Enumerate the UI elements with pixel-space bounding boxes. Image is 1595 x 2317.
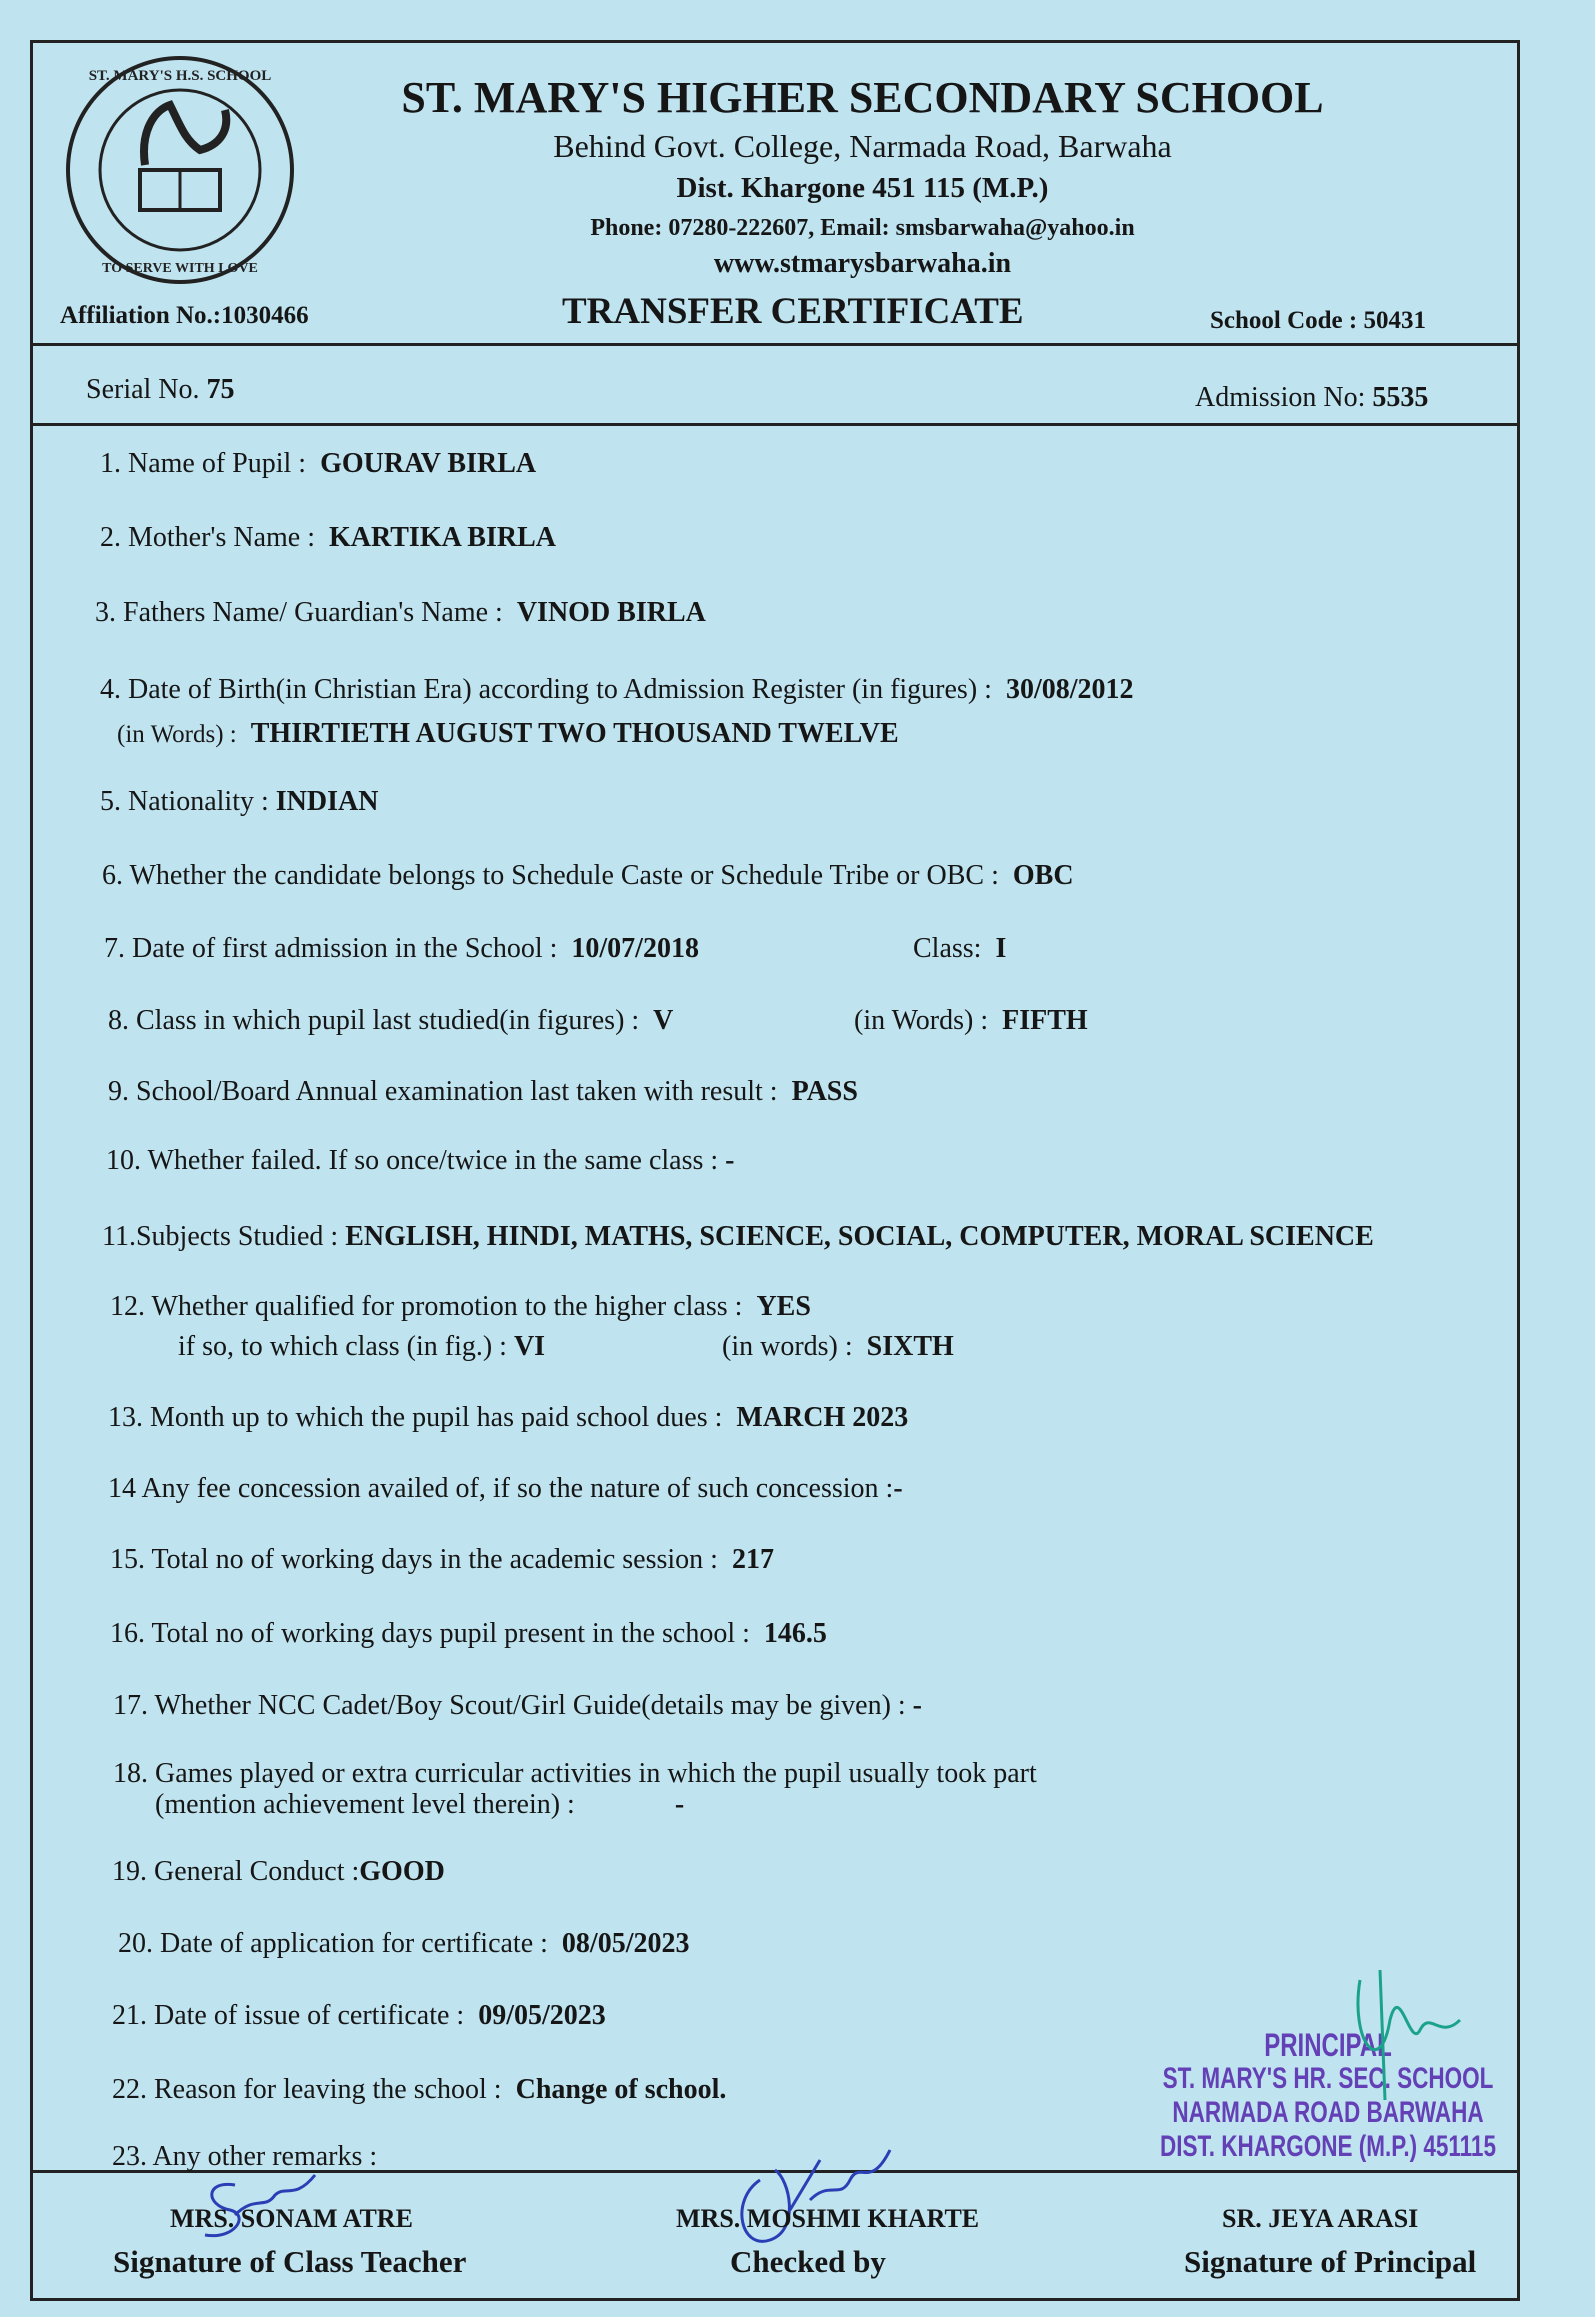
i11-value: ENGLISH, HINDI, MATHS, SCIENCE, SOCIAL, COMPUTER, MORAL SCIENCE <box>345 1221 1374 1252</box>
i4-label: 4. Date of Birth(in Christian Era) according to Admission Register (in figures) : <box>100 674 992 705</box>
i3-label: 3. Fathers Name/ Guardian's Name : <box>95 597 503 628</box>
item-last-class <box>108 1005 673 1037</box>
item-failed <box>106 1145 735 1177</box>
i4-words-label: (in Words) : <box>117 721 237 748</box>
item-name-of-pupil <box>100 448 536 480</box>
i18-label2: (mention achievement level therein) : <box>155 1789 575 1820</box>
i18-value: - <box>674 1789 685 1820</box>
i8-words-label: (in Words) : <box>854 1005 989 1036</box>
i7-class-value: I <box>995 933 1007 964</box>
meta-divider <box>30 423 1517 426</box>
principal-role: Signature of Principal <box>1184 2244 1477 2279</box>
i10-label: 10. Whether failed. If so once/twice in the same class : <box>106 1145 719 1176</box>
contact-info: Phone: 07280-222607, Email: smsbarwaha@yahoo.in <box>590 215 1135 241</box>
item-promotion-class-words <box>722 1331 954 1363</box>
i15-value: 217 <box>731 1544 774 1575</box>
i4-words-value: THIRTIETH AUGUST TWO THOUSAND TWELVE <box>250 718 899 749</box>
i15-label: 15. Total no of working days in the academic session : <box>110 1544 718 1575</box>
affiliation-number: Affiliation No.:1030466 <box>60 302 309 329</box>
item-issue-date <box>112 2000 606 2032</box>
item-subjects <box>102 1221 1374 1253</box>
i10-value: - <box>725 1145 735 1176</box>
item-ncc <box>113 1690 922 1722</box>
principal-name: SR. JEYA ARASI <box>1222 2204 1419 2233</box>
i22-value: Change of school. <box>515 2074 727 2105</box>
item-exam-result <box>108 1076 858 1108</box>
principal-signature <box>1320 1960 1470 2110</box>
i21-label: 21. Date of issue of certificate : <box>112 2000 465 2031</box>
i17-value: - <box>912 1690 922 1721</box>
item-promotion <box>110 1291 811 1323</box>
i12-label: 12. Whether qualified for promotion to the higher class : <box>110 1291 743 1322</box>
stamp-line-4: DIST. KHARGONE (M.P.) 451115 <box>1160 2130 1496 2163</box>
i7-class-label: Class: <box>913 933 982 964</box>
address-line-1: Behind Govt. College, Narmada Road, Barwaha <box>553 128 1172 164</box>
checker-name: MRS. MOSHMI KHARTE <box>676 2204 980 2233</box>
i2-label: 2. Mother's Name : <box>100 522 316 553</box>
item-days-present <box>110 1618 827 1650</box>
item-first-admission <box>104 933 699 965</box>
address-line-2: Dist. Khargone 451 115 (M.P.) <box>676 172 1049 204</box>
website: www.stmarysbarwaha.in <box>713 248 1012 279</box>
document-title: TRANSFER CERTIFICATE <box>562 291 1024 332</box>
class-teacher-role: Signature of Class Teacher <box>113 2244 467 2279</box>
i8-label: 8. Class in which pupil last studied(in figures) : <box>108 1005 640 1036</box>
stamp-line-3: NARMADA ROAD BARWAHA <box>1172 2096 1484 2129</box>
i20-label: 20. Date of application for certificate : <box>118 1928 548 1959</box>
i16-value: 146.5 <box>763 1618 827 1649</box>
stamp-line-2: ST. MARY'S HR. SEC. SCHOOL <box>1162 2062 1494 2095</box>
i3-value: VINOD BIRLA <box>516 597 706 628</box>
i12-fig-value: VI <box>513 1331 546 1362</box>
admission-number <box>1195 382 1428 414</box>
serial-label: Serial No. <box>86 374 200 405</box>
i2-value: KARTIKA BIRLA <box>329 522 556 553</box>
i8-value: V <box>653 1005 674 1036</box>
i6-label: 6. Whether the candidate belongs to Schedule Caste or Schedule Tribe or OBC : <box>102 860 999 891</box>
item-caste-category <box>102 860 1074 892</box>
item-nationality <box>100 786 378 818</box>
item-promotion-class-fig <box>178 1331 545 1363</box>
i5-label: 5. Nationality : <box>100 786 269 817</box>
i4-value: 30/08/2012 <box>1005 674 1134 705</box>
school-code: School Code : 50431 <box>1210 307 1426 334</box>
item-mothers-name <box>100 522 556 554</box>
i14-value: - <box>893 1473 903 1504</box>
item-admission-class <box>913 933 1006 965</box>
i11-label: 11.Subjects Studied : <box>102 1221 339 1252</box>
i19-value: GOOD <box>359 1856 445 1887</box>
item-games-level <box>155 1789 684 1821</box>
i9-value: PASS <box>791 1076 858 1107</box>
bottom-border <box>30 2298 1517 2301</box>
stamp-line-1: PRINCIPAL <box>1264 2027 1392 2063</box>
school-name: ST. MARY'S HIGHER SECONDARY SCHOOL <box>401 73 1324 122</box>
item-general-conduct <box>112 1856 445 1888</box>
i12-fig-label: if so, to which class (in fig.) : <box>178 1331 507 1362</box>
item-fathers-name <box>95 597 706 629</box>
i18-label: 18. Games played or extra curricular activities in which the pupil usually took part <box>113 1758 1037 1789</box>
serial-value: 75 <box>206 374 235 405</box>
i21-value: 09/05/2023 <box>478 2000 606 2031</box>
i9-label: 9. School/Board Annual examination last taken with result : <box>108 1076 778 1107</box>
class-teacher-name: MRS. SONAM ATRE <box>170 2204 413 2233</box>
serial-number <box>86 374 235 406</box>
item-dues-paid <box>108 1402 908 1434</box>
i1-value: GOURAV BIRLA <box>320 448 537 479</box>
i6-value: OBC <box>1012 860 1074 891</box>
i12-value: YES <box>756 1291 811 1322</box>
i12-words-label: (in words) : <box>722 1331 853 1362</box>
i5-value: INDIAN <box>275 786 379 817</box>
item-games <box>113 1758 1037 1790</box>
admission-value: 5535 <box>1372 382 1429 413</box>
i8-words-value: FIFTH <box>1002 1005 1088 1036</box>
i23-label: 23. Any other remarks : <box>112 2141 378 2172</box>
svg-text:ST. MARY'S H.S. SCHOOL: ST. MARY'S H.S. SCHOOL <box>88 68 272 84</box>
i12-words-value: SIXTH <box>866 1331 954 1362</box>
svg-text:TO SERVE WITH LOVE: TO SERVE WITH LOVE <box>102 261 258 276</box>
i7-label: 7. Date of first admission in the School : <box>104 933 558 964</box>
header-divider <box>30 343 1517 346</box>
i1-label: 1. Name of Pupil : <box>100 448 307 479</box>
i19-label: 19. General Conduct : <box>112 1856 360 1887</box>
i7-value: 10/07/2018 <box>571 933 699 964</box>
i17-label: 17. Whether NCC Cadet/Boy Scout/Girl Guide(details may be given) : <box>113 1690 906 1721</box>
item-reason-leaving <box>112 2074 726 2106</box>
checker-role: Checked by <box>730 2244 886 2279</box>
i14-label: 14 Any fee concession availed of, if so the nature of such concession : <box>108 1473 894 1504</box>
item-last-class-words <box>854 1005 1088 1037</box>
i13-value: MARCH 2023 <box>736 1402 909 1433</box>
admission-label: Admission No: <box>1195 382 1366 413</box>
i22-label: 22. Reason for leaving the school : <box>112 2074 502 2105</box>
item-fee-concession <box>108 1473 903 1505</box>
item-working-days <box>110 1544 774 1576</box>
i20-value: 08/05/2023 <box>561 1928 690 1959</box>
i16-label: 16. Total no of working days pupil present in the school : <box>110 1618 750 1649</box>
item-date-of-birth <box>100 674 1134 706</box>
i13-label: 13. Month up to which the pupil has paid school dues : <box>108 1402 723 1433</box>
item-dob-in-words <box>117 718 899 750</box>
item-application-date <box>118 1928 689 1960</box>
